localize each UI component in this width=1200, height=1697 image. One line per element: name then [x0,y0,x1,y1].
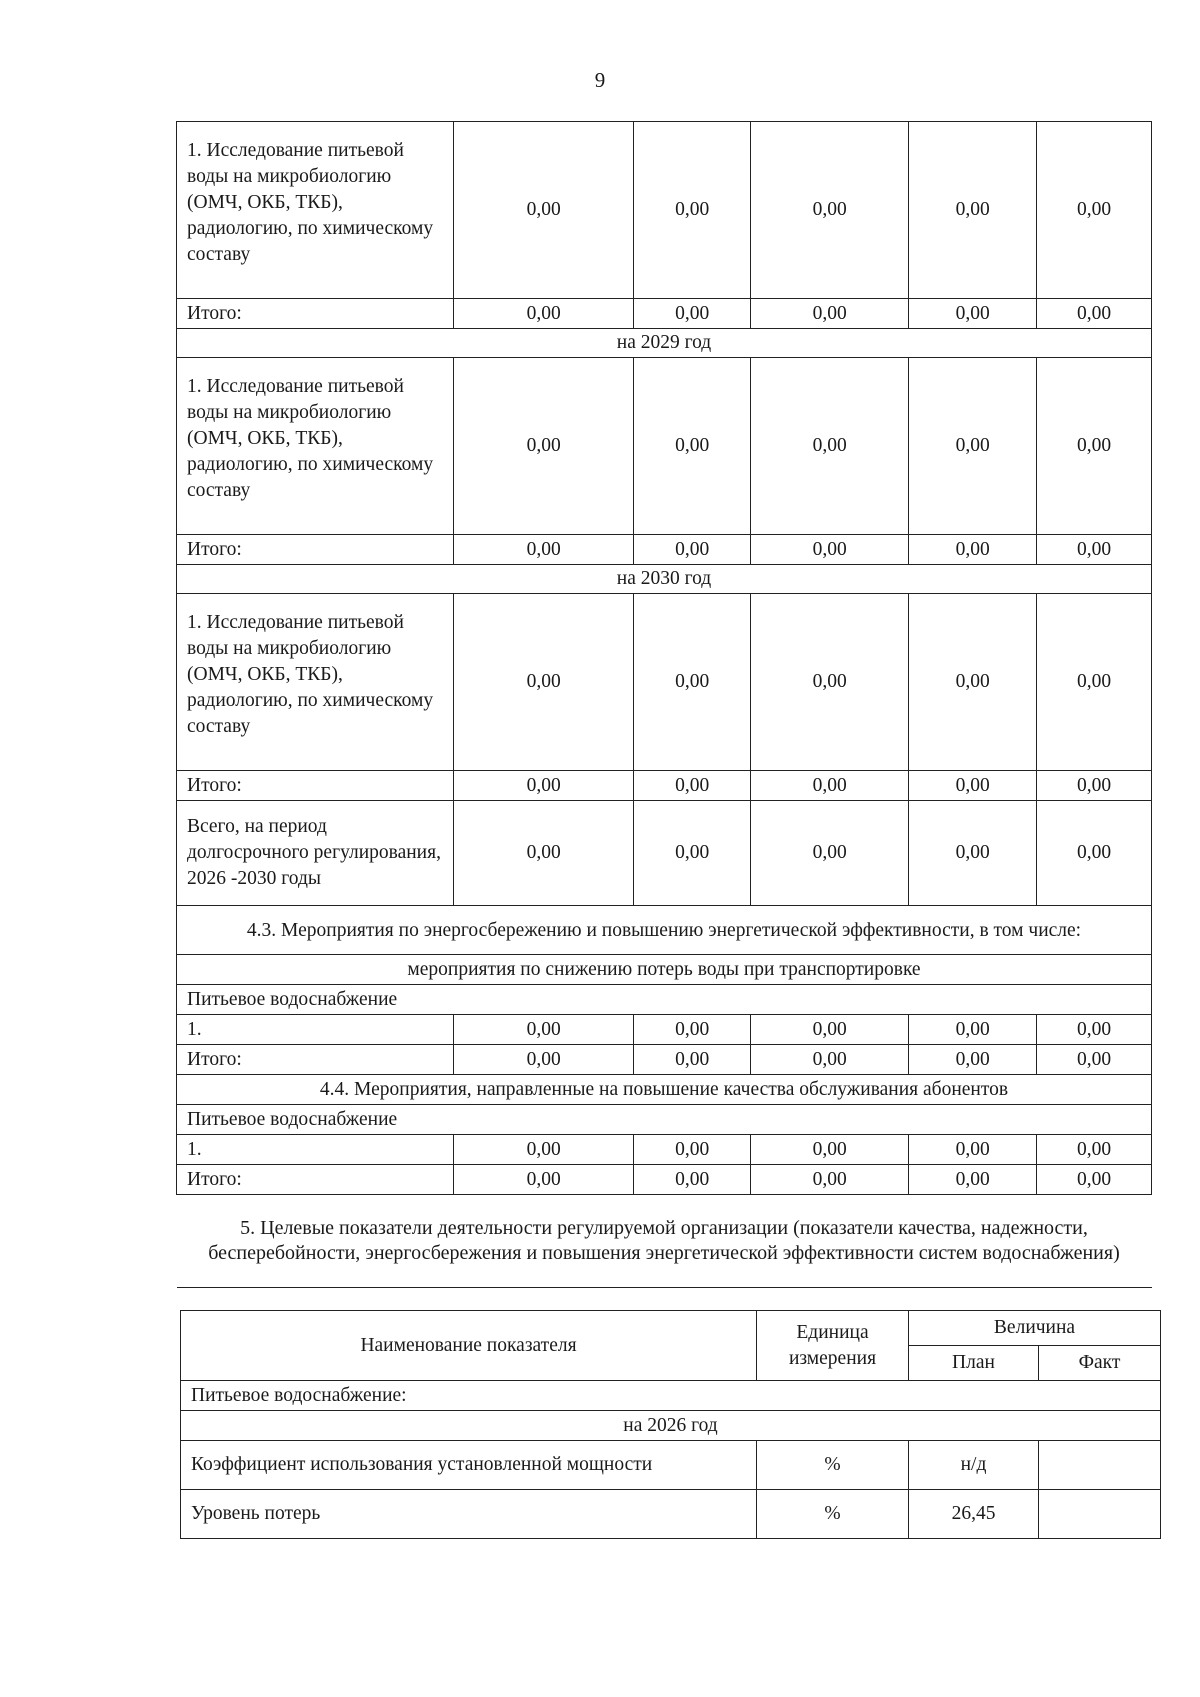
section-header-row [177,1075,1152,1105]
value-cell: 0,00 [634,1015,751,1045]
total-row [177,299,1152,329]
group-row [177,985,1152,1015]
value-cell: 0,00 [634,1045,751,1075]
year-header-row [181,1411,1161,1441]
value-cell: 0,00 [909,1135,1037,1165]
table-row [177,594,1152,771]
year-header: на 2030 год [177,565,1152,594]
value-cell: 0,00 [751,299,909,329]
value-cell: 0,00 [454,1135,634,1165]
value-cell: 0,00 [1037,1015,1152,1045]
value-cell: 0,00 [909,801,1037,906]
total-row [177,1165,1152,1195]
section-header-row [177,906,1152,955]
year-header-row [177,329,1152,358]
header-value: Величина [909,1311,1161,1346]
value-cell: 0,00 [634,801,751,906]
indicator-name: Уровень потерь [181,1490,757,1539]
section-4-3-title: 4.3. Мероприятия по энергосбережению и повышению энергетической эффективности, в том числе: [177,906,1152,955]
header-row [181,1311,1161,1346]
item-label: 1. Исследование питьевой воды на микробиологию (ОМЧ, ОКБ, ТКБ), радиологию, по химическому составу [177,594,454,771]
indicator-plan: 26,45 [909,1490,1039,1539]
value-cell: 0,00 [751,535,909,565]
value-cell: 0,00 [454,535,634,565]
grand-total-label: Всего, на период долгосрочного регулирования, 2026 -2030 годы [177,801,454,906]
measures-table [176,121,1152,1288]
value-cell: 0,00 [1037,1165,1152,1195]
value-cell: 0,00 [634,358,751,535]
value-cell: 0,00 [1037,594,1152,771]
value-cell: 0,00 [751,122,909,299]
value-cell: 0,00 [751,1165,909,1195]
table-row [181,1441,1161,1490]
value-cell: 0,00 [634,535,751,565]
total-label: Итого: [177,1165,454,1195]
table-row [177,1135,1152,1165]
header-unit: Единица измерения [757,1311,909,1381]
indicator-plan: н/д [909,1441,1039,1490]
section-4-4-title: 4.4. Мероприятия, направленные на повышение качества обслуживания абонентов [177,1075,1152,1105]
value-cell: 0,00 [1037,358,1152,535]
value-cell: 0,00 [454,1045,634,1075]
section-5-heading-row [177,1195,1152,1288]
section-5-title: 5. Целевые показатели деятельности регулируемой организации (показатели качества, надежности, бесперебойности, энергосбережения и повышения энергетической эффективности систем водоснабжения) [177,1195,1152,1288]
year-header: на 2029 год [177,329,1152,358]
value-cell: 0,00 [1037,122,1152,299]
indicator-unit: % [757,1441,909,1490]
page-number: 9 [594,68,606,92]
indicator-unit: % [757,1490,909,1539]
table-row [181,1490,1161,1539]
value-cell: 0,00 [1037,1135,1152,1165]
header-plan: План [909,1346,1039,1381]
value-cell: 0,00 [454,1165,634,1195]
value-cell: 0,00 [454,771,634,801]
value-cell: 0,00 [634,299,751,329]
table-row [177,358,1152,535]
table-row [177,122,1152,299]
total-label: Итого: [177,535,454,565]
value-cell: 0,00 [909,594,1037,771]
value-cell: 0,00 [909,1045,1037,1075]
header-name: Наименование показателя [181,1311,757,1381]
total-row [177,535,1152,565]
value-cell: 0,00 [751,594,909,771]
value-cell: 0,00 [454,801,634,906]
item-label: 1. Исследование питьевой воды на микробиологию (ОМЧ, ОКБ, ТКБ), радиологию, по химическому составу [177,122,454,299]
value-cell: 0,00 [751,1045,909,1075]
value-cell: 0,00 [909,122,1037,299]
total-row [177,771,1152,801]
value-cell: 0,00 [634,1135,751,1165]
group-row [177,1105,1152,1135]
total-row [177,1045,1152,1075]
value-cell: 0,00 [751,771,909,801]
subsection-row [177,955,1152,985]
value-cell: 0,00 [1037,299,1152,329]
table-row [177,1015,1152,1045]
year-header-row [177,565,1152,594]
value-cell: 0,00 [751,801,909,906]
value-cell: 0,00 [909,535,1037,565]
group-label: Питьевое водоснабжение: [181,1381,1161,1411]
value-cell: 0,00 [454,594,634,771]
total-label: Итого: [177,299,454,329]
indicator-name: Коэффициент использования установленной мощности [181,1441,757,1490]
value-cell: 0,00 [1037,535,1152,565]
value-cell: 0,00 [909,1015,1037,1045]
value-cell: 0,00 [454,358,634,535]
row-label: 1. [177,1015,454,1045]
value-cell: 0,00 [634,1165,751,1195]
indicator-fact [1039,1441,1161,1490]
indicators-table [180,1310,1161,1539]
value-cell: 0,00 [909,358,1037,535]
value-cell: 0,00 [1037,1045,1152,1075]
group-label: Питьевое водоснабжение [177,1105,1152,1135]
value-cell: 0,00 [1037,771,1152,801]
value-cell: 0,00 [634,594,751,771]
item-label: 1. Исследование питьевой воды на микробиологию (ОМЧ, ОКБ, ТКБ), радиологию, по химическому составу [177,358,454,535]
total-label: Итого: [177,771,454,801]
value-cell: 0,00 [1037,801,1152,906]
group-label: Питьевое водоснабжение [177,985,1152,1015]
section-4-3-subtitle: мероприятия по снижению потерь воды при транспортировке [177,955,1152,985]
total-label: Итого: [177,1045,454,1075]
value-cell: 0,00 [751,1015,909,1045]
value-cell: 0,00 [909,1165,1037,1195]
value-cell: 0,00 [909,771,1037,801]
value-cell: 0,00 [634,771,751,801]
row-label: 1. [177,1135,454,1165]
value-cell: 0,00 [454,1015,634,1045]
value-cell: 0,00 [454,122,634,299]
value-cell: 0,00 [634,122,751,299]
value-cell: 0,00 [751,358,909,535]
value-cell: 0,00 [751,1135,909,1165]
indicator-fact [1039,1490,1161,1539]
year-header: на 2026 год [181,1411,1161,1441]
grand-total-row [177,801,1152,906]
value-cell: 0,00 [454,299,634,329]
group-row [181,1381,1161,1411]
header-fact: Факт [1039,1346,1161,1381]
value-cell: 0,00 [909,299,1037,329]
